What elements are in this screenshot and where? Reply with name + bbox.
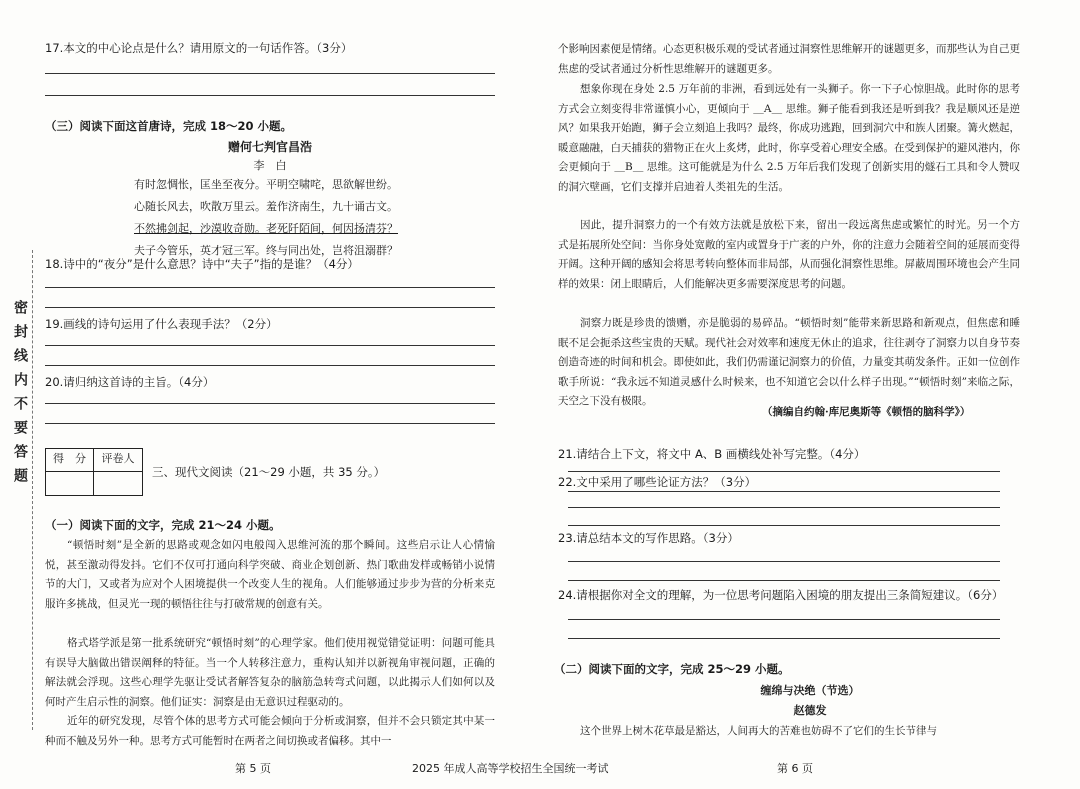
- poem-line: 有时忽惆怅，匡坐至夜分。平明空啸咤，思欲解世纷。: [134, 178, 398, 191]
- score-label: 得 分: [46, 449, 94, 472]
- paragraph: 想象你现在身处 2.5 万年前的非洲，看到远处有一头狮子。你一下子心惊胆战。此时你的思考方式会立刻变得非常谨慎小心，更倾向于 ＿A＿ 思维。狮子能看到我还是听到我？我是顺风还是逆风？如果我开始跑，狮子会立刻追上我吗？最终，你成功逃跑，回到洞穴中和族人团聚。篝火燃起，暖意融融，白天捕获的猎物正在火上炙烤，此时，你享受着心理安全感。在受到保护的避风港内，你会更倾向于 ＿B＿ 思维。这可能就是为什么 2.5 万年后我们发现了创新实用的燧石工具和令人赞叹的洞穴壁画，它们支撑并启迪着人类祖先的生活。: [558, 83, 1020, 193]
- answer-line[interactable]: [45, 73, 495, 74]
- question-24: 24.请根据你对全文的理解，为一位思考问题陷入困境的朋友提出三条简短建议。（6分）: [558, 588, 1004, 602]
- answer-line[interactable]: [45, 307, 495, 308]
- part-3-title: 三、现代文阅读（21～29 小题，共 35 分。）: [152, 465, 386, 479]
- poem-title: 赠何七判官昌浩: [227, 140, 312, 154]
- answer-line[interactable]: [45, 423, 495, 424]
- answer-line[interactable]: [568, 507, 1000, 508]
- answer-line[interactable]: [568, 619, 1000, 620]
- grader-cell[interactable]: [94, 472, 142, 495]
- answer-line[interactable]: [45, 365, 495, 366]
- poem-line-underlined: 不然拂剑起，沙漠收奇勋。老死阡陌间，何因扬清芬？: [134, 222, 398, 235]
- answer-line[interactable]: [568, 525, 1000, 526]
- answer-line[interactable]: [568, 471, 1000, 472]
- poem-line: 心随长风去，吹散万里云。羞作济南生，九十诵古文。: [134, 200, 398, 213]
- answer-line[interactable]: [568, 638, 1000, 639]
- paragraph: 个影响因素便是情绪。心态更积极乐观的受试者通过洞察性思维解开的谜题更多，而那些认为自己更焦虑的受试者通过分析性思维解开的谜题更多。: [558, 43, 1020, 75]
- question-18: 18.诗中的“夜分”是什么意思？诗中“夫子”指的是谁？（4分）: [45, 257, 359, 271]
- question-20: 20.请归纳这首诗的主旨。（4分）: [45, 375, 215, 389]
- answer-line[interactable]: [45, 287, 495, 288]
- answer-line[interactable]: [568, 561, 1000, 562]
- source-citation: （摘编自约翰·库尼奥斯等《顿悟的脑科学》）: [762, 406, 971, 418]
- paragraph: 这个世界上树木花草最是豁达，人间再大的苦难也妨碍不了它们的生长节律与: [580, 725, 937, 737]
- poem-body: [134, 174, 514, 262]
- answer-line[interactable]: [45, 95, 495, 96]
- question-19: 19.画线的诗句运用了什么表现手法？（2分）: [45, 317, 278, 331]
- paragraph: “顿悟时刻”是全新的思路或观念如闪电般闯入思维河流的那个瞬间。这些启示让人心情愉悦，甚至激动得发抖。它们不仅可打通向科学突破、商业企划创新、热门歌曲发样或畅销小说情节的大门，又或者为应对个人困境提供一个改变人生的视角。人们能够通过步步为营的分析来克服许多挑战，但灵光一现的顿悟往往与打破常规的创意有关。: [45, 539, 495, 610]
- answer-line[interactable]: [568, 491, 1000, 492]
- essay-title: 缠绵与决绝（节选）: [760, 684, 860, 697]
- score-cell[interactable]: [46, 472, 94, 495]
- section-3-heading: （三）阅读下面这首唐诗，完成 18～20 小题。: [45, 119, 293, 133]
- page-number-left: 第 5 页: [235, 762, 271, 775]
- question-22: 22.文中采用了哪些论证方法？（3分）: [558, 475, 757, 489]
- right-page: [540, 0, 1080, 789]
- essay-author: 赵德发: [793, 704, 827, 717]
- section-1-heading: （一）阅读下面的文字，完成 21～24 小题。: [45, 518, 281, 532]
- paragraph: 因此，提升洞察力的一个有效方法就是放松下来，留出一段远离焦虑或繁忙的时光。另一个方式是拓展所处空间：当你身处宽敞的室内或置身于广袤的户外，你的注意力会随着空间的延展而变得开阔。这种开阔的感知会将思考转向整体而非局部，从而强化洞察性思维。屏蔽周围环境也会产生同样的效果：闭上眼睛后，人们能解决更多需要深度思考的问题。: [558, 219, 1020, 290]
- answer-line[interactable]: [45, 345, 495, 346]
- page-number-right: 第 6 页: [777, 762, 813, 775]
- paragraph: 洞察力既是珍贵的馈赠，亦是脆弱的易碎品。“顿悟时刻”能带来新思路和新观点，但焦虑和睡眠不足会扼杀这些宝贵的天赋。现代社会对效率和速度无休止的追求，往往剥夺了洞察力以自身节奏创造奇迹的时间和机会。即使如此，我们仍需谨记洞察力的价值，力量变其萌发条件。正如一位创作歌手所说：“我永远不知道灵感什么时候来，也不知道它会以什么样子出现。”“顿悟时刻”来临之际，天空之下没有极限。: [558, 317, 1020, 407]
- section-2-heading: （二）阅读下面的文字，完成 25～29 小题。: [554, 662, 790, 676]
- answer-line[interactable]: [568, 580, 1000, 581]
- exam-title: 2025 年成人高等学校招生全国统一考试: [412, 762, 609, 775]
- paragraph: 近年的研究发现，尽管个体的思考方式可能会倾向于分析或洞察，但并不会只锁定其中某一种而不触及另外一种。思考方式可能暂时在两者之间切换或者偏移。其中一: [45, 715, 495, 747]
- seal-text: 密封线内不要答题: [12, 300, 28, 492]
- question-17: 17.本文的中心论点是什么？请用原文的一句话作答。（3分）: [45, 41, 353, 55]
- question-21: 21.请结合上下文，将文中 A、B 画横线处补写完整。（4分）: [558, 447, 866, 461]
- poem-line: 夫子今管乐，英才冠三军。终与同出处，岂将沮溺群？: [134, 244, 398, 257]
- grader-label: 评卷人: [94, 449, 142, 472]
- paragraph: 格式塔学派是第一批系统研究“顿悟时刻”的心理学家。他们使用视觉错觉证明：问题可能具有误导大脑做出错误阐释的特征。当一个人转移注意力，重构认知并以新视角审视问题，正确的解法就会浮现。这些心理学先驱让受试者解答复杂的脑筋急转弯式问题，以此揭示人们如何以及何时产生启示性的洞察。他们证实：洞察是由无意识过程驱动的。: [45, 637, 495, 708]
- poem-author: 李 白: [253, 159, 287, 172]
- score-box: [45, 448, 143, 496]
- question-23: 23.请总结本文的写作思路。（3分）: [558, 531, 739, 545]
- answer-line[interactable]: [45, 403, 495, 404]
